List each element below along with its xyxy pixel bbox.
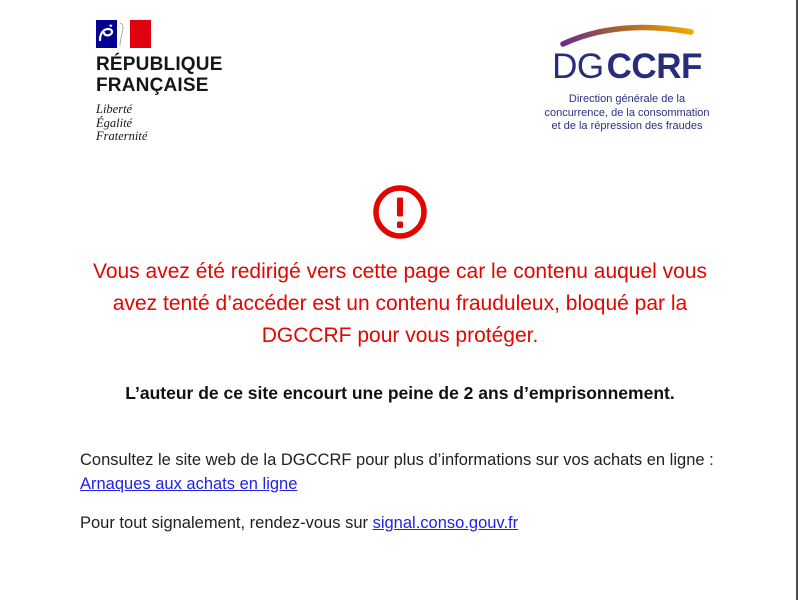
republic-wordmark: RÉPUBLIQUE FRANÇAISE	[96, 54, 223, 96]
republique-francaise-logo	[96, 20, 223, 144]
penalty-statement: L’auteur de ce site encourt une peine de 2 ans d’emprisonnement.	[125, 383, 675, 403]
info-block	[80, 448, 720, 535]
consult-text: Consultez le site web de la DGCCRF pour plus d’informations sur vos achats en ligne :	[80, 451, 714, 469]
dgccrf-wordmark: DGCCRF	[552, 47, 702, 86]
dgccrf-arc-icon	[559, 20, 695, 48]
page-header	[0, 0, 800, 143]
alert-content	[0, 184, 800, 535]
report-line	[80, 511, 720, 535]
window-edge	[796, 0, 798, 600]
report-text: Pour tout signalement, rendez-vous sur	[80, 514, 368, 532]
arnaques-achats-link[interactable]: Arnaques aux achats en ligne	[80, 475, 298, 493]
exclamation-circle-icon	[372, 184, 428, 240]
dgccrf-logo	[542, 20, 712, 134]
warning-icon-container	[0, 184, 800, 240]
fraud-alert-message: Vous avez été redirigé vers cette page car le contenu auquel vous avez tenté d’accéder est un contenu frauduleux, bloqué par la DGCCRF pour vous protéger.	[92, 260, 708, 347]
signal-conso-link[interactable]: signal.conso.gouv.fr	[372, 514, 519, 532]
dgccrf-caption: Direction générale de la concurrence, de la consommation et de la répression des fraudes	[544, 93, 710, 132]
french-flag-icon	[96, 20, 151, 48]
motto-liberte-egalite-fraternite: Liberté Égalité Fraternité	[96, 102, 148, 143]
consult-line	[80, 448, 720, 496]
